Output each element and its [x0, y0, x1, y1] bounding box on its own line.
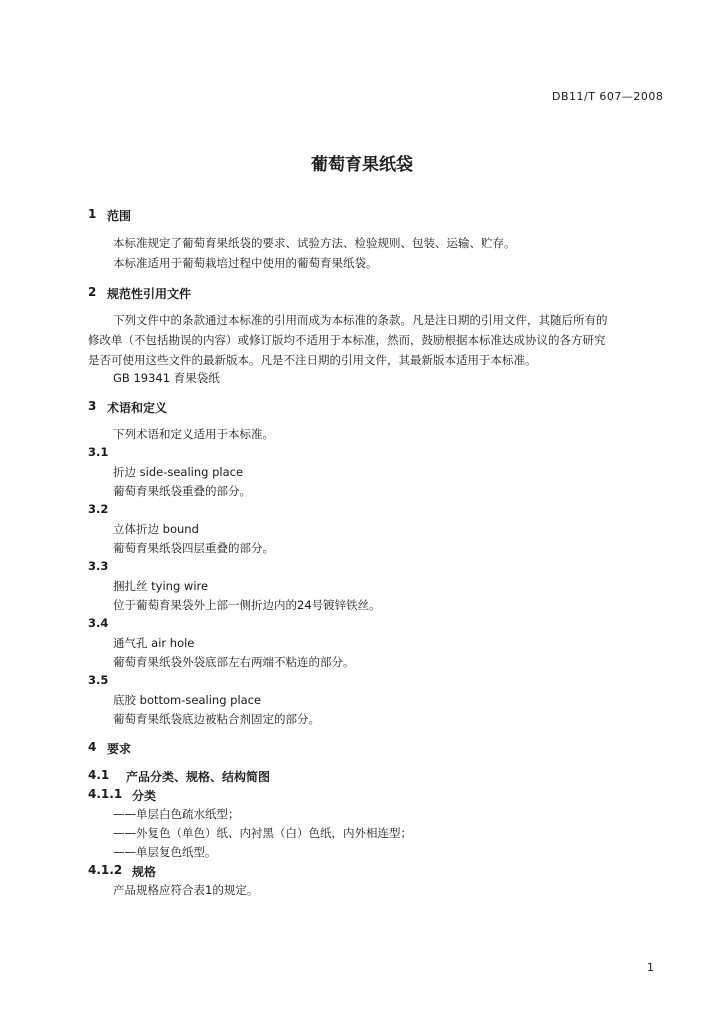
- subsection-number: 4.1.1: [88, 787, 123, 801]
- section-3-heading: 术语和定义: [107, 401, 168, 415]
- term-definition: 葡萄育果纸袋外袋底部左右两端不粘连的部分。: [113, 655, 355, 669]
- term-number: 3.2: [88, 502, 109, 516]
- page-number: 1: [647, 961, 654, 974]
- subsection-heading: 分类: [132, 789, 157, 803]
- subsection-heading: 产品分类、规格、结构简图: [126, 770, 271, 784]
- section-4-heading: 要求: [107, 742, 132, 756]
- section-2-heading: 规范性引用文件: [107, 287, 192, 301]
- section-2-line: 下列文件中的条款通过本标准的引用而成为本标准的条款。凡是注日期的引用文件，其随后所有的: [113, 313, 608, 327]
- section-2-number: 2: [88, 285, 97, 299]
- term-number: 3.3: [88, 559, 109, 573]
- term-number: 3.5: [88, 673, 109, 687]
- section-1-paragraph: 本标准规定了葡萄育果纸袋的要求、试验方法、检验规则、包装、运输、贮存。: [113, 236, 516, 250]
- term-number: 3.1: [88, 445, 109, 459]
- term-number: 3.4: [88, 616, 109, 630]
- term-name: 立体折边 bound: [113, 522, 199, 536]
- section-3-intro: 下列术语和定义适用于本标准。: [113, 427, 274, 441]
- subsection-number: 4.1: [88, 768, 110, 782]
- document-code: DB11/T 607—2008: [552, 90, 664, 103]
- term-name: 底胶 bottom-sealing place: [113, 693, 262, 707]
- subsection-heading: 规格: [132, 865, 157, 879]
- section-4-number: 4: [88, 740, 97, 754]
- section-1-heading: 范围: [107, 209, 132, 223]
- section-1-paragraph: 本标准适用于葡萄栽培过程中使用的葡萄育果纸袋。: [113, 256, 378, 270]
- section-1-number: 1: [88, 207, 97, 221]
- term-name: 捆扎丝 tying wire: [113, 579, 209, 593]
- section-2-line: 修改单（不包括勘误的内容）或修订版均不适用于本标准，然而，鼓励根据本标准达成协议的各方研究: [88, 333, 606, 347]
- term-definition: 葡萄育果纸袋底边被粘合剂固定的部分。: [113, 712, 320, 726]
- subsection-body: 产品规格应符合表1的规定。: [113, 883, 259, 897]
- list-item: ——单层白色疏水纸型；: [113, 807, 240, 821]
- term-definition: 葡萄育果纸袋重叠的部分。: [113, 484, 251, 498]
- term-name: 通气孔 air hole: [113, 636, 195, 650]
- section-3-number: 3: [88, 399, 97, 413]
- subsection-number: 4.1.2: [88, 863, 123, 877]
- term-name: 折边 side-sealing place: [113, 465, 244, 479]
- section-2-line: 是否可使用这些文件的最新版本。凡是不注日期的引用文件，其最新版本适用于本标准。: [88, 353, 537, 367]
- normative-reference: GB 19341 育果袋纸: [113, 371, 220, 385]
- document-title: 葡萄育果纸袋: [311, 155, 413, 175]
- list-item: ——外复色（单色）纸、内衬黑（白）色纸，内外相连型；: [113, 826, 412, 840]
- term-definition: 葡萄育果纸袋四层重叠的部分。: [113, 541, 274, 555]
- list-item: ——单层复色纸型。: [113, 845, 217, 859]
- term-definition: 位于葡萄育果袋外上部一侧折边内的24号镀锌铁丝。: [113, 598, 381, 612]
